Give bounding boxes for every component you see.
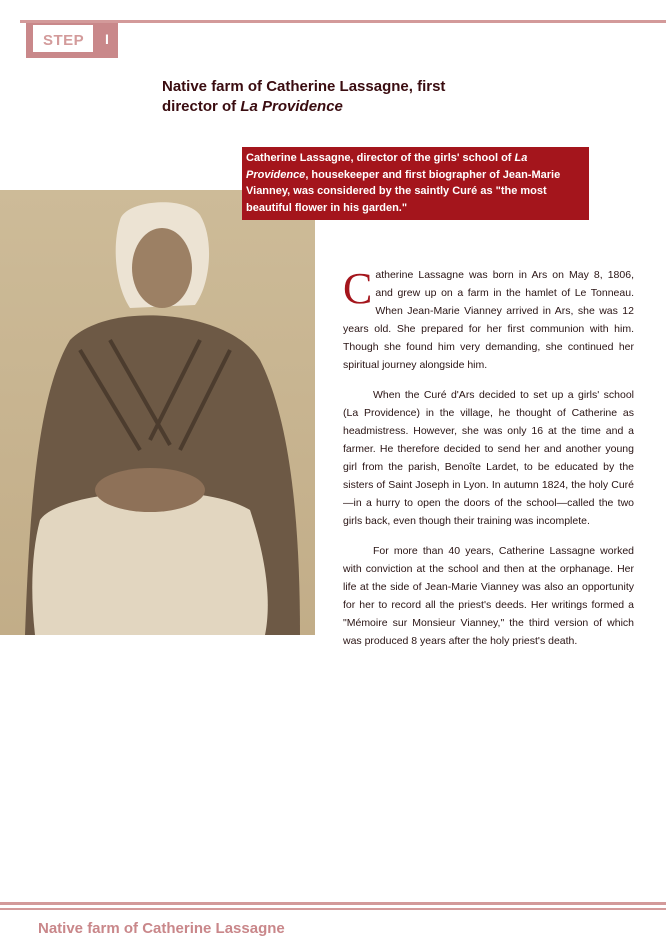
callout-box	[242, 147, 589, 220]
step-label: STEP	[43, 32, 85, 49]
paragraph-3: For more than 40 years, Catherine Lassagne worked with conviction at the school and then at the orphanage. Her life at the side of Jean-Marie Vianney was also an opportunity for her to record all the priest's deeds. Her writings formed a "Mémoire sur Monsieur Vianney," the third version of which was produced 8 years after the holy priest's death.	[343, 545, 634, 647]
page-title	[162, 77, 502, 117]
paragraph-2: When the Curé d'Ars decided to set up a girls' school (La Providence) in the village, he thought of Catherine as headmistress. However, she was only 16 at the time and a farmer. He therefore decided to send her and another young girl from the parish, Benoîte Lardet, to be educated by the sisters of Saint Joseph in Lyon. In autumn 1824, the holy Curé—in a hurry to open the doors of the school—called the two girls back, even though their training was incomplete.	[343, 389, 634, 527]
callout-text-2: , housekeeper and first biographer of Jean-Marie Vianney, was considered by the saintly Curé as "the most beautiful flower in his garden."	[246, 168, 561, 214]
bottom-rule-1	[0, 902, 666, 905]
paragraph-1	[343, 266, 634, 374]
paragraph-1-text: atherine Lassagne was born in Ars on May 8, 1806, and grew up on a farm in the hamlet of Le Tonneau. When Jean-Marie Vianney arrived in Ars, she was 12 years old. She prepared for her first communion with him. Though she found him very demanding, she continued her spiritual journey alongside him.	[343, 269, 634, 371]
callout-italic: La Providence	[246, 152, 528, 181]
callout-text-1: Catherine Lassagne, director of the girls' school of	[246, 152, 515, 164]
step-badge	[26, 23, 118, 58]
drop-cap: C	[343, 264, 373, 313]
step-number: I	[105, 31, 109, 47]
step-box	[30, 25, 96, 55]
footer-caption: Native farm of Catherine Lassagne	[38, 920, 285, 937]
portrait-photo	[0, 190, 315, 635]
title-line2-italic: La Providence	[240, 98, 343, 115]
body-text	[343, 266, 634, 662]
title-line2-prefix: director of	[162, 98, 241, 115]
title-line1: Native farm of Catherine Lassagne, first	[162, 78, 446, 95]
bottom-rule-2	[0, 908, 666, 910]
